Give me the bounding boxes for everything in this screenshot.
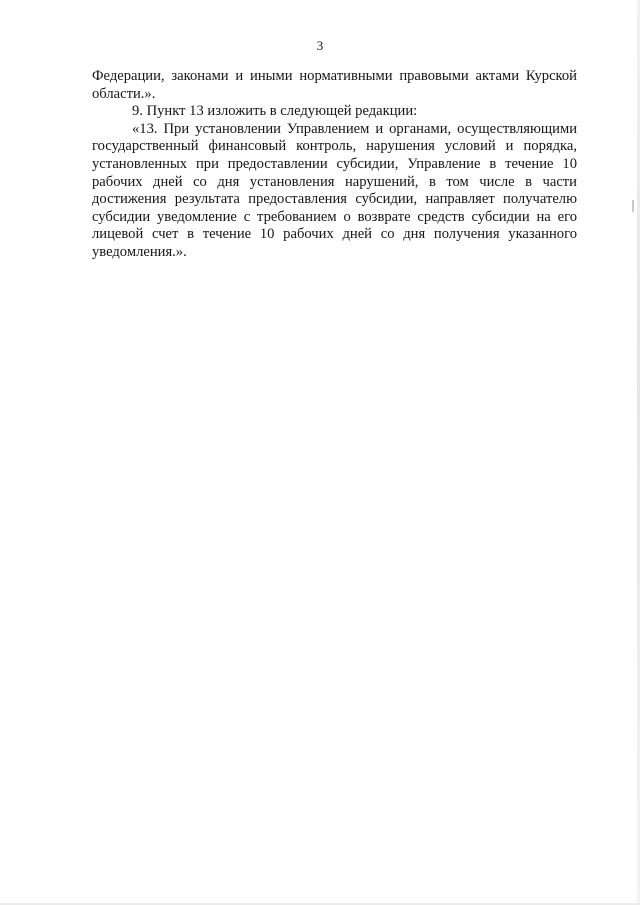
text-line: «13. При установлении Управлением и органами, осуществляющими	[132, 120, 577, 137]
text-line: уведомления.».	[92, 243, 187, 260]
text-line: установленных при предоставлении субсидии, Управление в течение 10	[92, 155, 577, 172]
text-line: области.».	[92, 85, 156, 102]
paragraph-item-13	[92, 121, 577, 262]
text-line: лицевой счет в течение 10 рабочих дней со дня получения указанного	[92, 226, 577, 243]
text-line: государственный финансовый контроль, нарушения условий и порядка,	[92, 138, 577, 155]
text-line: рабочих дней со дня установления нарушений, в том числе в части	[92, 173, 577, 190]
text-line: 9. Пункт 13 изложить в следующей редакции:	[132, 103, 418, 120]
document-body	[92, 68, 577, 262]
text-line: Федерации, законами и иными нормативными правовыми актами Курской	[92, 68, 577, 84]
page-number: 3	[316, 38, 324, 53]
paragraph-continuation	[92, 68, 577, 103]
paragraph-item-9	[92, 103, 577, 121]
text-line: достижения результата предоставления субсидии, направляет получателю	[92, 191, 577, 208]
text-line: субсидии уведомление с требованием о возврате средств субсидии на его	[92, 208, 577, 225]
scan-mark	[632, 200, 634, 212]
